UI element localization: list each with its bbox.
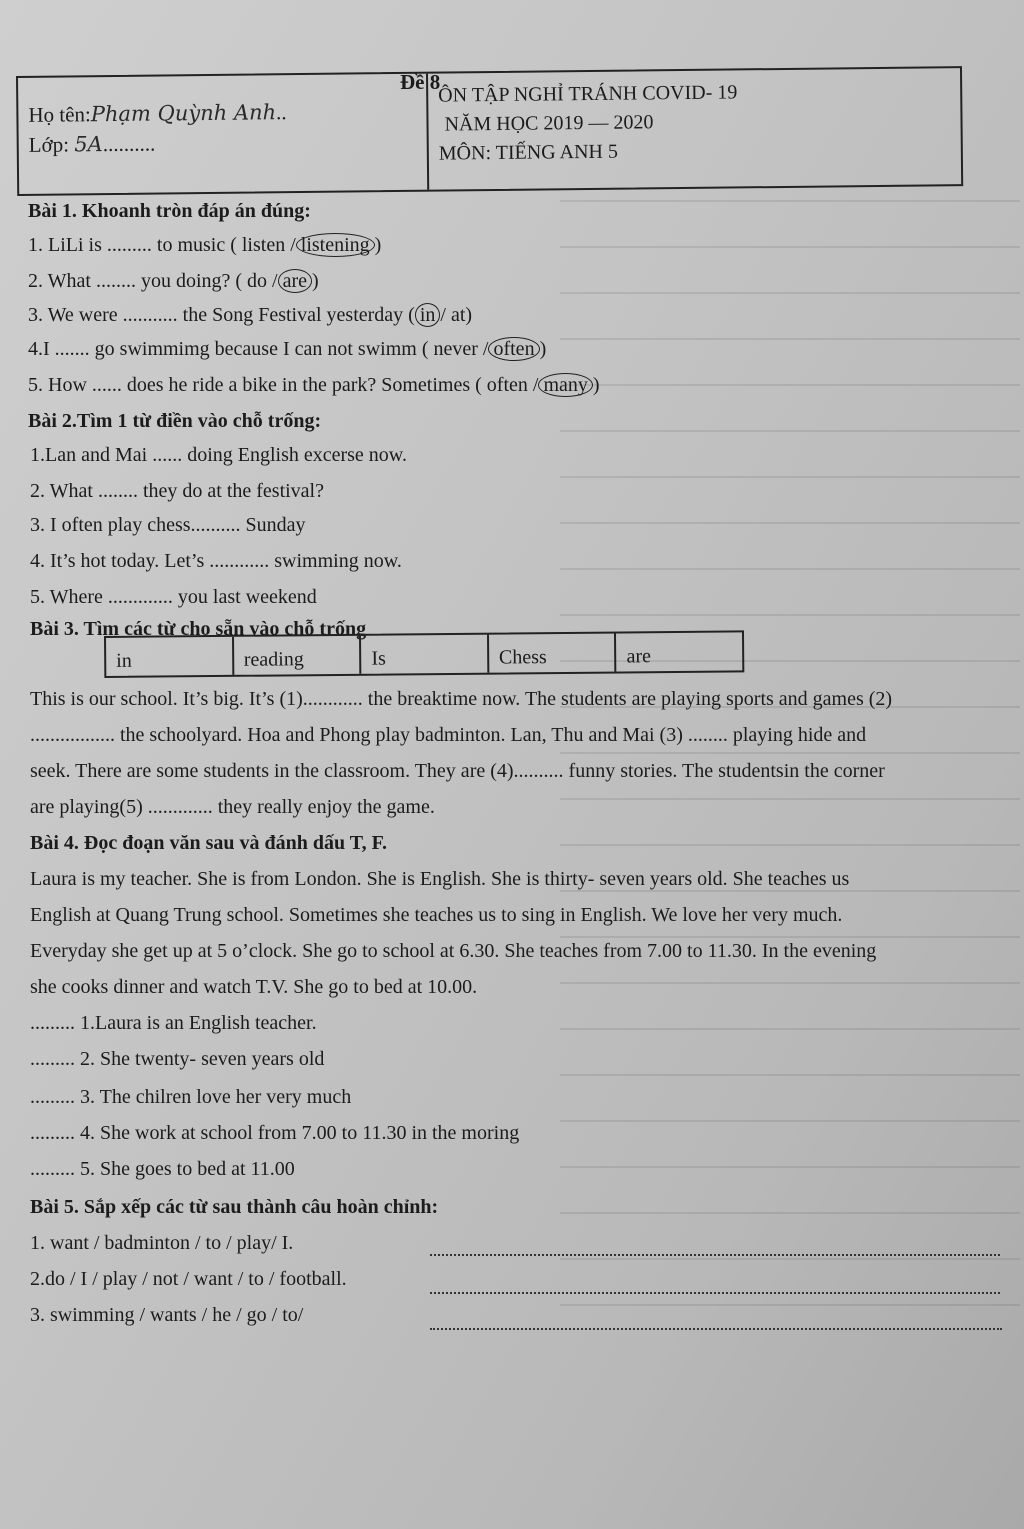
ex1-heading: Bài 1. Khoanh tròn đáp án đúng:: [28, 200, 311, 222]
word-bank-cell: are: [626, 645, 652, 668]
student-info: Họ tên:Phạm Quỳnh Anh.. Lớp: 5A..........: [28, 100, 287, 157]
ex4-passage-line: she cooks dinner and watch T.V. She go to bed at 10.00.: [30, 976, 478, 998]
ex2-item: 4. It’s hot today. Let’s ............ swimming now.: [30, 550, 402, 572]
ex4-statement: ......... 4. She work at school from 7.00 to 11.30 in the moring: [30, 1122, 520, 1144]
name-label: Họ tên:: [28, 102, 91, 127]
student-name-handwritten: Phạm Quỳnh Anh: [90, 100, 277, 127]
ex4-passage-line: Everyday she get up at 5 o’clock. She go to school at 6.30. She teaches from 7.00 to 11.30. In the evening: [30, 940, 877, 962]
ex3-passage-line: are playing(5) ............. they really enjoy the game.: [30, 796, 435, 818]
review-title: ÔN TẬP NGHỈ TRÁNH COVID- 19: [438, 81, 738, 107]
ex3-heading: Bài 3. Tìm các từ cho sẵn vào chỗ trống: [30, 618, 367, 640]
ex4-passage-line: Laura is my teacher. She is from London. She is English. She is thirty- seven years old. She teaches us: [30, 868, 850, 890]
ex1-item: 3. We were ........... the Song Festival yesterday ( in / at): [28, 304, 473, 326]
circled-answer: are: [278, 269, 312, 293]
ex3-passage-line: This is our school. It’s big. It’s (1)............ the breaktime now. The students are playing sports and games (2): [30, 688, 893, 710]
ex2-item: 2. What ........ they do at the festival?: [30, 480, 324, 502]
ex4-statement: ......... 1.Laura is an English teacher.: [30, 1012, 317, 1034]
ex4-passage-line: English at Quang Trung school. Sometimes she teaches us to sing in English. We love her very much.: [30, 904, 843, 926]
class-handwritten: 5A: [74, 132, 103, 157]
subject: MÔN: TIẾNG ANH 5: [438, 140, 619, 165]
ex2-item: 3. I often play chess.......... Sunday: [30, 514, 306, 536]
answer-line: [430, 1252, 1000, 1256]
ex4-statement: ......... 3. The chilren love her very much: [30, 1086, 352, 1108]
ex1-item: 4.I ....... go swimmimg because I can not swimm ( never / often ): [28, 338, 547, 360]
circled-answer: listening: [296, 233, 375, 257]
ex2-item: 1.Lan and Mai ...... doing English excerse now.: [30, 444, 407, 466]
word-bank-cell: in: [106, 637, 234, 676]
ex5-item: 1. want / badminton / to / play/ I.: [30, 1232, 294, 1254]
ex4-statement: ......... 2. She twenty- seven years old: [30, 1048, 325, 1070]
circled-answer: many: [538, 373, 592, 397]
ex5-item: 2.do / I / play / not / want / to / football.: [30, 1268, 347, 1290]
word-bank-cell: reading: [234, 636, 362, 675]
answer-line: [430, 1326, 1002, 1330]
exam-info: [438, 78, 738, 168]
class-label: Lớp:: [28, 132, 70, 157]
ex1-item: 2. What ........ you doing? ( do / are ): [28, 270, 319, 292]
answer-line: [430, 1290, 1000, 1294]
ex3-passage-line: seek. There are some students in the classroom. They are (4).......... funny stories. The studentsin the corner: [30, 760, 885, 782]
ex2-heading: Bài 2.Tìm 1 từ điền vào chỗ trống:: [28, 410, 322, 432]
word-bank-cell: Is: [361, 635, 489, 674]
ex2-item: 5. Where ............. you last weekend: [30, 586, 317, 608]
word-bank-table: [104, 630, 744, 678]
word-bank-cell: Chess: [489, 634, 617, 673]
ex4-statement: ......... 5. She goes to bed at 11.00: [30, 1158, 295, 1180]
ex5-heading: Bài 5. Sắp xếp các từ sau thành câu hoàn chỉnh:: [30, 1196, 439, 1218]
circled-answer: often: [488, 337, 539, 361]
ex3-passage-line: ................. the schoolyard. Hoa and Phong play badminton. Lan, Thu and Mai (3) ........ playing hide and: [30, 724, 867, 746]
ex4-heading: Bài 4. Đọc đoạn văn sau và đánh dấu T, F.: [30, 832, 387, 854]
worksheet-title: Đề 8: [400, 70, 441, 94]
header-box: [16, 66, 963, 196]
ex1-item: 5. How ...... does he ride a bike in the park? Sometimes ( often / many ): [28, 374, 600, 396]
ex1-item: 1. LiLi is ......... to music ( listen / listening ): [28, 234, 382, 256]
school-year: NĂM HỌC 2019 — 2020: [444, 111, 654, 136]
ex5-item: 3. swimming / wants / he / go / to/: [30, 1304, 304, 1326]
circled-answer: in: [415, 303, 441, 327]
header-divider: [426, 74, 429, 190]
